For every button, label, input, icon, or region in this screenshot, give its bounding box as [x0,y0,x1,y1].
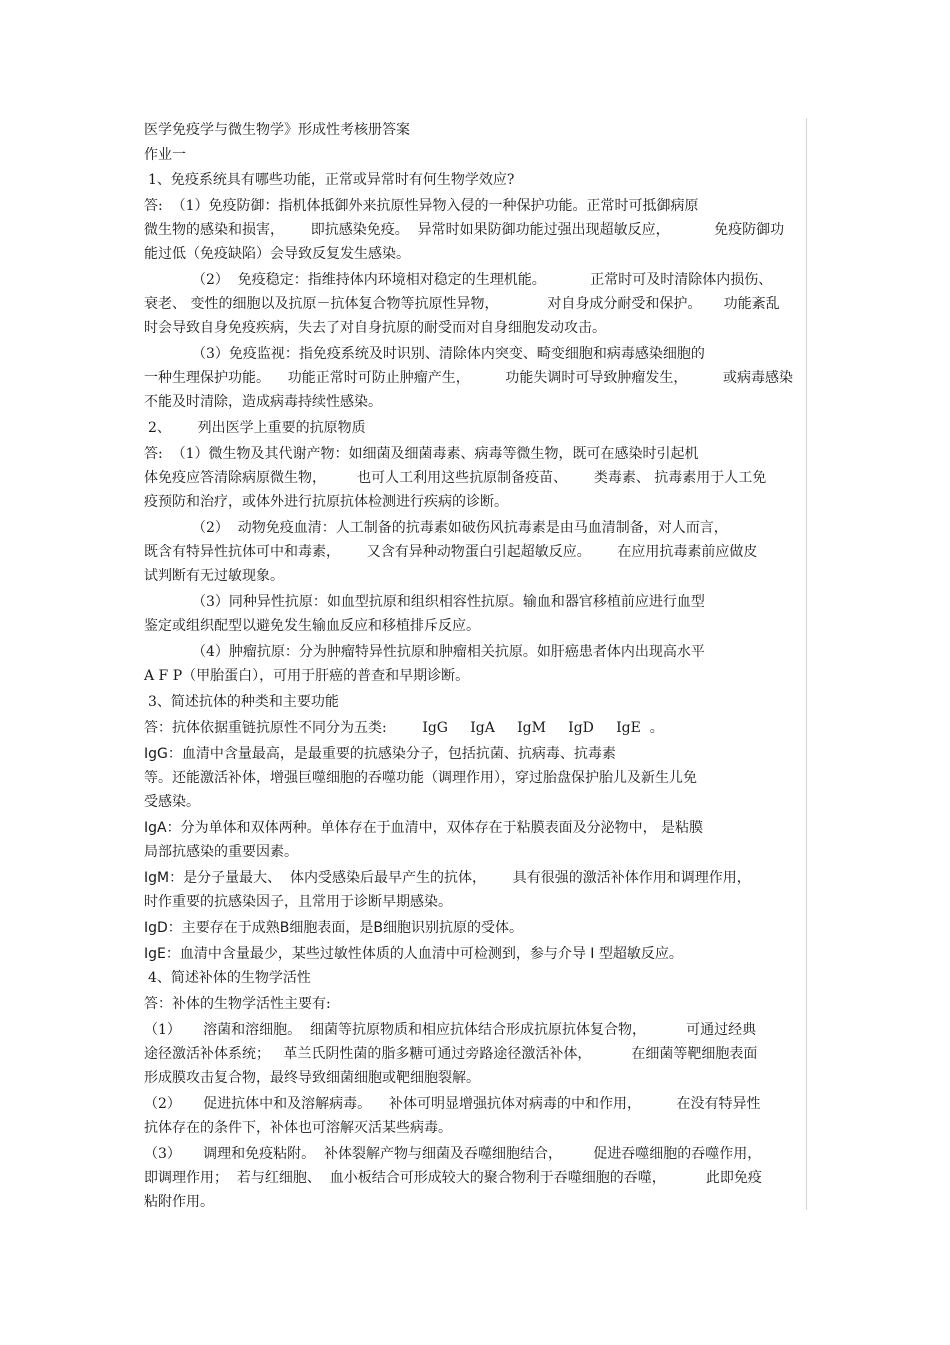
text-line: 等。还能激活补体，增强巨噬细胞的吞噬功能（调理作用），穿过胎盘保护胎儿及新生儿免 [144,770,697,786]
text-line: 形成膜攻击复合物，最终导致细菌细胞或靶细胞裂解。 [144,1070,480,1086]
text-line: 4、简述补体的生物学活性 [148,970,311,986]
text-line: IgG：血清中含量最高，是最重要的抗感染分子，包括抗菌、抗病毒、抗毒素 [144,746,616,762]
text-line: 医学免疫学与微生物学》形成性考核册答案 [144,122,410,138]
text-line: 粘附作用。 [144,1194,214,1210]
text-line: 局部抗感染的重要因素。 [144,844,298,860]
text-line: IgD：主要存在于成熟B细胞表面，是B细胞识别抗原的受体。 [144,920,524,936]
text-line: （1） 溶菌和溶细胞。 细菌等抗原物质和相应抗体结合形成抗原抗体复合物， 可通过经典 [144,1022,757,1038]
text-line: IgE：血清中含量最少，某些过敏性体质的人血清中可检测到，参与介导 I 型超敏反应。 [144,946,683,962]
text-line: 答: （1）免疫防御：指机体抵御外来抗原性异物入侵的一种保护功能。正常时可抵御病原 [144,198,699,214]
text-line: 疫预防和治疗，或体外进行抗原抗体检测进行疾病的诊断。 [144,494,508,510]
right-margin-rule [806,118,807,1210]
text-line: （3）免疫监视：指免疫系统及时识别、清除体内突变、畸变细胞和病毒感染细胞的 [192,346,705,362]
text-line: 抗体存在的条件下，补体也可溶解灭活某些病毒。 [144,1120,452,1136]
text-line: 既含有特异性抗体可中和毒素， 又含有异种动物蛋白引起超敏反应。 在应用抗毒素前应做皮 [144,544,758,560]
text-line: 鉴定或组织配型以避免发生输血反应和移植排斥反应。 [144,618,480,634]
text-line: 3、简述抗体的种类和主要功能 [148,694,339,710]
text-line: 答：抗体依据重链抗原性不同分为五类: IgG IgA IgM IgD IgE 。 [144,720,664,736]
text-line: A F P（甲胎蛋白），可用于肝癌的普查和早期诊断。 [144,668,470,684]
text-line: （2） 促进抗体中和及溶解病毒。 补体可明显增强抗体对病毒的中和作用， 在没有特异性 [144,1096,761,1112]
text-line: 时会导致自身免疫疾病，失去了对自身抗原的耐受而对自身细胞发动攻击。 [144,320,606,336]
text-line: 时作重要的抗感染因子，且常用于诊断早期感染。 [144,894,452,910]
text-line: 衰老、 变性的细胞以及抗原－抗体复合物等抗原性异物， 对自身成分耐受和保护。 功能紊乱 [144,296,780,312]
text-line: 微生物的感染和损害， 即抗感染免疫。 异常时如果防御功能过强出现超敏反应， 免疫防御功 [144,222,785,238]
text-line: 2、 列出医学上重要的抗原物质 [148,420,366,436]
text-line: 途径激活补体系统； 革兰氏阴性菌的脂多糖可通过旁路途径激活补体， 在细菌等靶细胞表面 [144,1046,758,1062]
text-line: （2） 免疫稳定：指维持体内环境相对稳定的生理机能。 正常时可及时清除体内损伤、 [192,272,773,288]
text-line: 答：补体的生物学活性主要有: [144,996,331,1012]
text-line: （2） 动物免疫血清：人工制备的抗毒素如破伤风抗毒素是由马血清制备，对人而言， [192,520,728,536]
text-line: 答: （1）微生物及其代谢产物：如细菌及细菌毒素、病毒等微生物，既可在感染时引起机 [144,446,699,462]
text-line: IgA：分为单体和双体两种。单体存在于血清中，双体存在于粘膜表面及分泌物中， 是粘膜 [144,820,704,836]
text-line: IgM：是分子量最大、 体内受感染后最早产生的抗体， 具有很强的激活补体作用和调理作用， [144,870,751,886]
text-line: 试判断有无过敏现象。 [144,568,284,584]
text-line: 能过低（免疫缺陷）会导致反复发生感染。 [144,246,410,262]
text-line: 受感染。 [144,794,200,810]
text-line: 作业一 [144,147,186,163]
text-line: 一种生理保护功能。 功能正常时可防止肿瘤产生， 功能失调时可导致肿瘤发生， 或病毒感染 [144,370,794,386]
text-line: 不能及时清除，造成病毒持续性感染。 [144,394,382,410]
text-line: （4）肿瘤抗原：分为肿瘤特异性抗原和肿瘤相关抗原。如肝癌患者体内出现高水平 [192,644,705,660]
text-line: 体免疫应答清除病原微生物， 也可人工利用这些抗原制备疫苗、 类毒素、 抗毒素用于人工免 [144,470,767,486]
text-line: （3） 调理和免疫粘附。 补体裂解产物与细菌及吞噬细胞结合， 促进吞噬细胞的吞噬作用， [144,1146,762,1162]
text-line: 1、免疫系统具有哪些功能，正常或异常时有何生物学效应? [148,172,515,188]
text-line: （3）同种异性抗原：如血型抗原和组织相容性抗原。输血和器官移植前应进行血型 [192,594,705,610]
text-line: 即调理作用； 若与红细胞、 血小板结合可形成较大的聚合物利于吞噬细胞的吞噬， 此即免疫 [144,1170,762,1186]
